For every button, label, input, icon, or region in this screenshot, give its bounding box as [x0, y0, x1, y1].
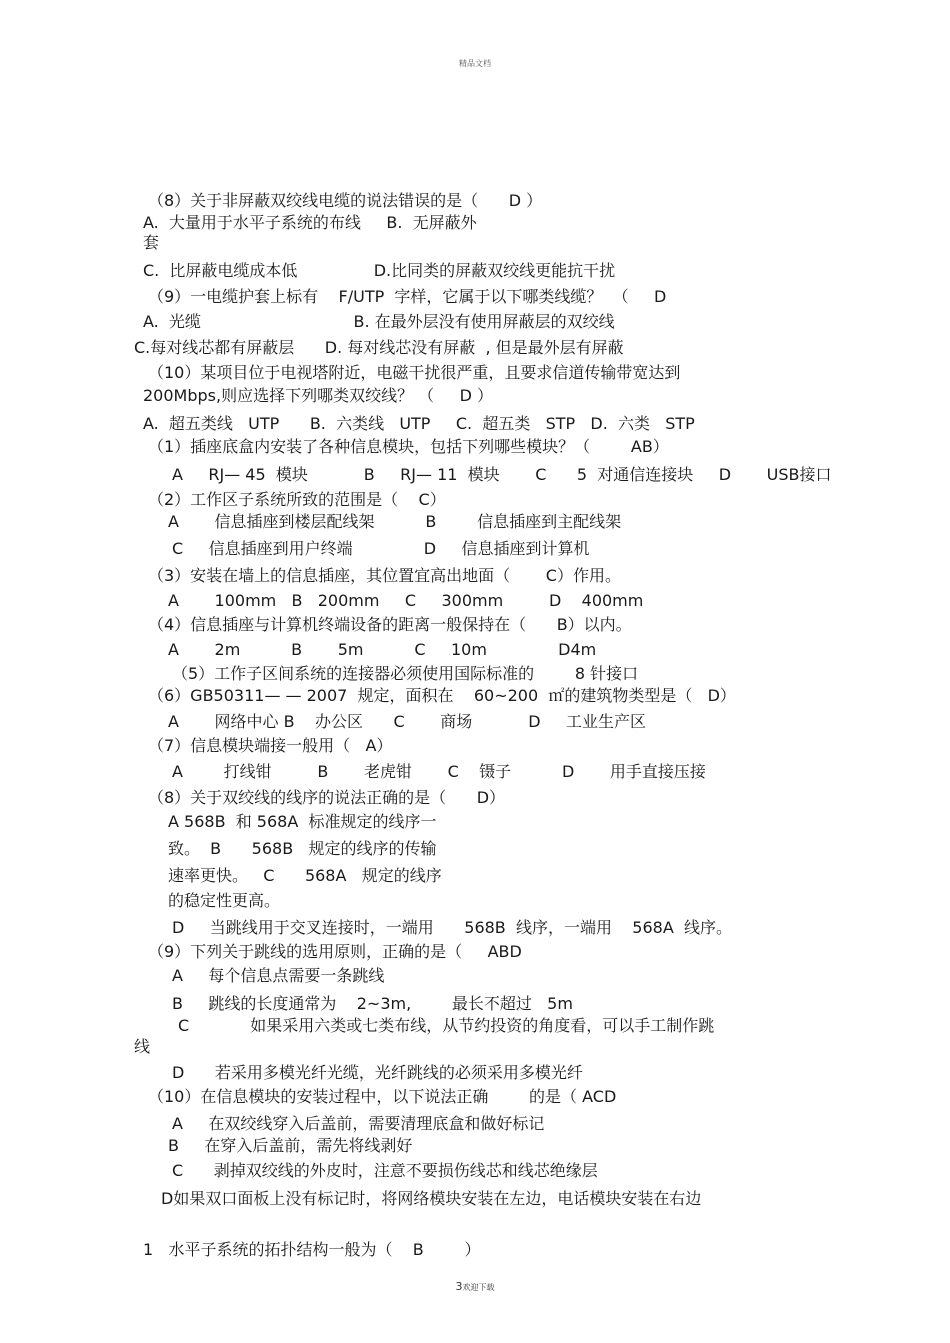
- option-line: C 剥掉双绞线的外皮时，注意不要损伤线芯和线芯绝缘层: [172, 1161, 598, 1180]
- option-line: D 当跳线用于交叉连接时，一端用 568B 线序，一端用 568A 线序。: [172, 918, 732, 937]
- page-number: 3: [455, 1280, 463, 1293]
- option-line: A RJ— 45 模块 B RJ— 11 模块 C 5 对通信连接块 D USB接口: [172, 465, 832, 484]
- question-line: （5）工作子区间系统的连接器必须使用国际标准的 8 针接口: [172, 664, 639, 683]
- question-line: （9）一电缆护套上标有 F/UTP 字样，它属于以下哪类线缆？ （ D: [148, 287, 667, 306]
- question-line: （10）某项目位于电视塔附近，电磁干扰很严重，且要求信道传输带宽达到: [148, 363, 681, 382]
- question-line: （1）插座底盒内安装了各种信息模块，包括下列哪些模块？（ AB）: [148, 437, 669, 456]
- option-line: 套: [143, 233, 160, 252]
- option-line: 速率更快。 C 568A 规定的线序: [168, 866, 442, 885]
- question-line: （9）下列关于跳线的选用原则，正确的是（ ABD: [148, 942, 522, 961]
- question-line: （4）信息插座与计算机终端设备的距离一般保持在（ B）以内。: [148, 615, 632, 634]
- question-line: 200Mbps,则应选择下列哪类双绞线？ （ D ）: [143, 386, 494, 405]
- question-line: （8）关于双绞线的线序的说法正确的是（ D）: [148, 788, 506, 807]
- option-line: A. 大量用于水平子系统的布线 B. 无屏蔽外: [143, 213, 477, 232]
- question-line: （6）GB50311— — 2007 规定，面积在 60~200 ㎡的建筑物类型是（ D）: [148, 686, 736, 705]
- option-line: A 每个信息点需要一条跳线: [172, 966, 385, 985]
- question-line: （8）关于非屏蔽双绞线电缆的说法错误的是（ D ）: [148, 191, 543, 210]
- option-line: 的稳定性更高。: [168, 891, 281, 910]
- page-header-note: 精品文档: [459, 59, 491, 68]
- option-line: C. 比屏蔽电缆成本低 D.比同类的屏蔽双绞线更能抗干扰: [143, 261, 616, 280]
- option-line: A 信息插座到楼层配线架 B 信息插座到主配线架: [168, 512, 622, 531]
- option-line: A 在双绞线穿入后盖前，需要清理底盒和做好标记: [172, 1114, 545, 1133]
- option-line: A. 超五类线 UTP B. 六类线 UTP C. 超五类 STP D. 六类 STP: [143, 414, 695, 433]
- option-line: D 若采用多模光纤光缆，光纤跳线的必须采用多模光纤: [172, 1063, 583, 1082]
- option-line: C 信息插座到用户终端 D 信息插座到计算机: [172, 539, 590, 558]
- question-line: （2）工作区子系统所致的范围是（ C）: [148, 490, 446, 509]
- option-line: A 2m B 5m C 10m D4m: [168, 640, 597, 659]
- footer-note: 欢迎下载: [462, 1283, 495, 1292]
- option-line: C 如果采用六类或七类布线，从节约投资的角度看，可以手工制作跳: [178, 1016, 715, 1035]
- option-line: A 100mm B 200mm C 300mm D 400mm: [168, 591, 644, 610]
- option-line: 致。 B 568B 规定的线序的传输: [168, 839, 437, 858]
- option-line: A 打线钳 B 老虎钳 C 镊子 D 用手直接压接: [172, 762, 706, 781]
- page-footer: [0, 1280, 950, 1293]
- option-line: C.每对线芯都有屏蔽层 D. 每对线芯没有屏蔽 , 但是最外层有屏蔽: [134, 338, 624, 357]
- option-line: A 568B 和 568A 标准规定的线序一: [168, 812, 437, 831]
- option-line: A 网络中心 B 办公区 C 商场 D 工业生产区: [168, 712, 646, 731]
- question-line: （3）安装在墙上的信息插座，其位置宜高出地面（ C）作用。: [148, 566, 621, 585]
- option-line: A. 光缆 B. 在最外层没有使用屏蔽层的双绞线: [143, 312, 615, 331]
- question-line: 1 水平子系统的拓扑结构一般为（ B ）: [143, 1240, 481, 1259]
- option-line: B 跳线的长度通常为 2~3m, 最长不超过 5m: [172, 994, 573, 1013]
- question-line: （7）信息模块端接一般用（ A）: [148, 736, 393, 755]
- option-line: 线: [134, 1037, 151, 1056]
- question-line: （10）在信息模块的安装过程中，以下说法正确 的是（ ACD: [148, 1087, 617, 1106]
- option-line: D如果双口面板上没有标记时，将网络模块安装在左边，电话模块安装在右边: [161, 1189, 702, 1208]
- option-line: B 在穿入后盖前，需先将线剥好: [168, 1136, 413, 1155]
